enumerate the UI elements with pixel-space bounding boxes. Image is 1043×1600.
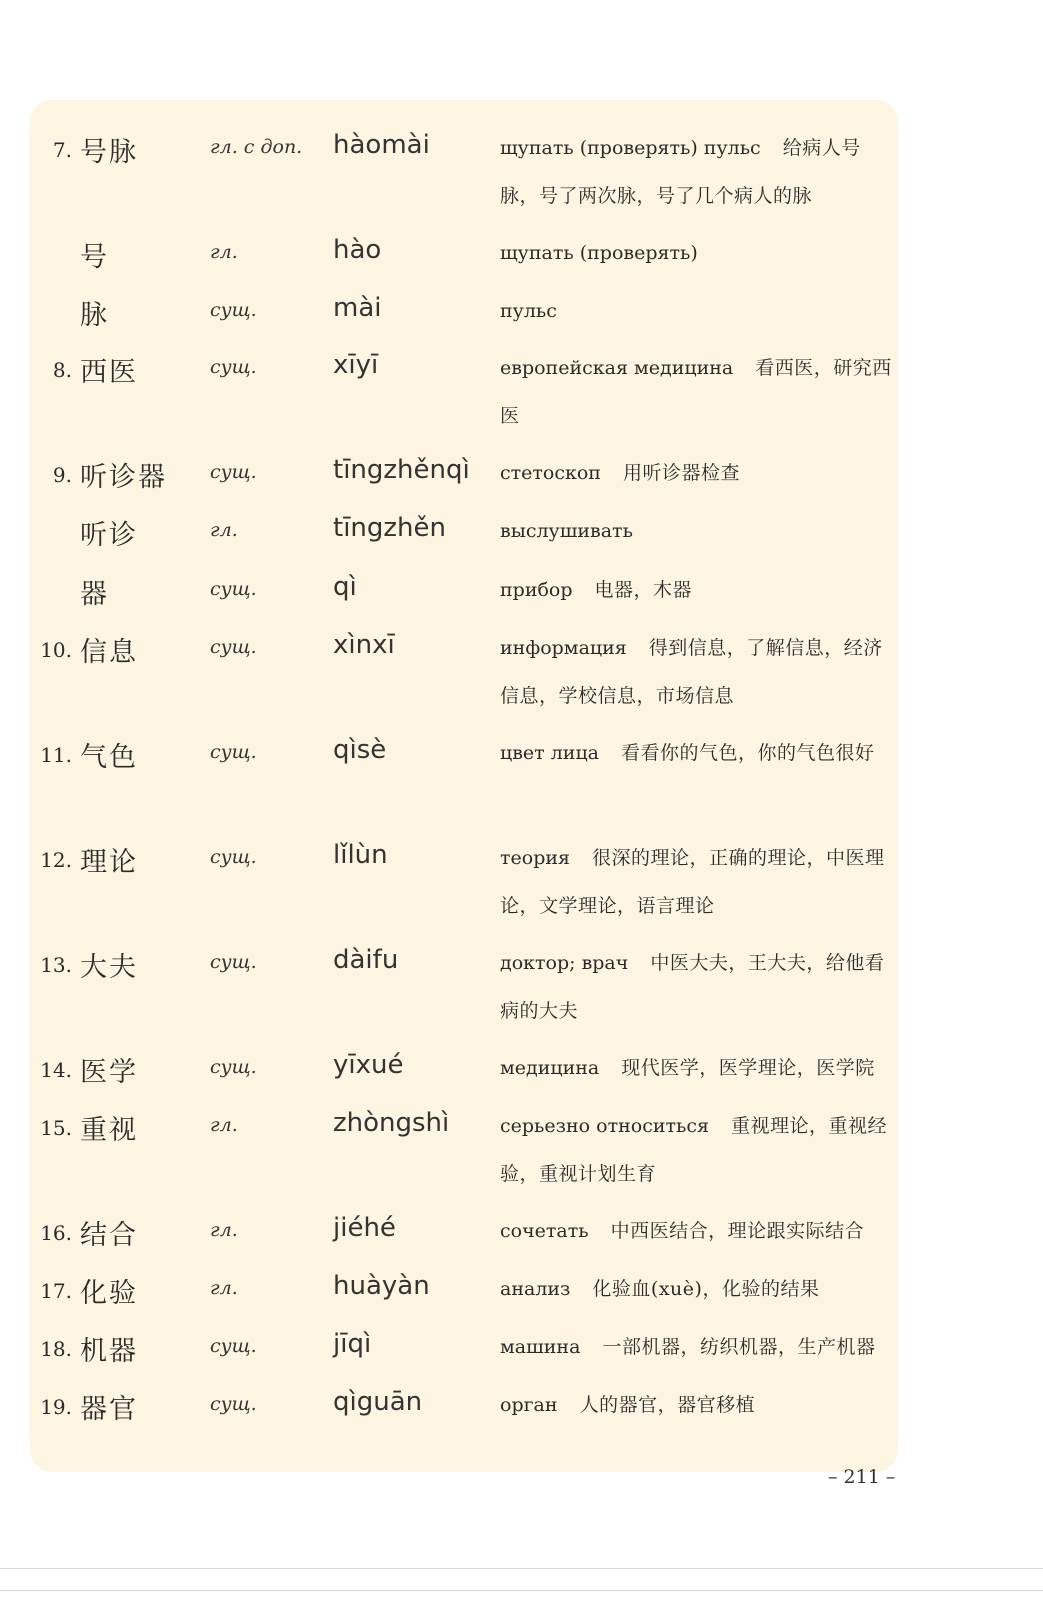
entry-word: 大夫 — [80, 952, 138, 983]
entry-definition — [500, 624, 895, 720]
entry-word: 机器 — [80, 1336, 138, 1367]
entry-examples: 很深的理论，正确的理论，中医理论，文学理论，语言理论 — [500, 847, 885, 917]
entry-pos: гл. — [210, 1114, 238, 1136]
entry-pinyin: xìnxī — [333, 630, 395, 660]
entry-word: 医学 — [80, 1057, 138, 1088]
entry-number: 9. — [52, 463, 72, 487]
entry-definition — [500, 229, 895, 277]
entry-pinyin: jiéhé — [333, 1213, 396, 1243]
entry-translation: доктор; врач — [500, 952, 629, 974]
entry-word: 脉 — [80, 300, 109, 331]
entry-translation: серьезно относиться — [500, 1115, 709, 1137]
entry-pos: сущ. — [210, 741, 257, 763]
entry-translation: стетоскоп — [500, 462, 601, 484]
entry-word: 器 — [80, 579, 109, 610]
entry-translation: цвет лица — [500, 742, 599, 764]
scan-edge-line — [0, 1568, 1043, 1569]
entry-word: 气色 — [80, 742, 138, 773]
entry-number: 12. — [40, 848, 72, 872]
entry-number: 8. — [52, 358, 72, 382]
entry-pos: гл. — [210, 1219, 238, 1241]
entry-definition — [500, 1381, 895, 1429]
entry-word: 号 — [80, 242, 109, 273]
entry-pinyin: qìguān — [333, 1387, 423, 1417]
entry-definition — [500, 1207, 895, 1255]
entry-examples: 看看你的气色，你的气色很好 — [621, 742, 875, 764]
entry-pinyin: mài — [333, 293, 382, 323]
entry-word: 号脉 — [80, 137, 138, 168]
entry-pos: гл. — [210, 241, 238, 263]
entry-number: 15. — [40, 1116, 72, 1140]
entry-word: 信息 — [80, 637, 138, 668]
entry-number: 19. — [40, 1395, 72, 1419]
entry-pinyin: tīngzhěn — [333, 513, 447, 543]
entry-pinyin: xīyī — [333, 350, 379, 380]
page-number: – 211 – — [828, 1466, 896, 1488]
entry-translation: щупать (проверять) пульс — [500, 137, 761, 159]
entry-pinyin: huàyàn — [333, 1271, 430, 1301]
entry-translation: щупать (проверять) — [500, 242, 698, 264]
entry-number: 10. — [40, 638, 72, 662]
entry-examples: 化验血(xuè)，化验的结果 — [592, 1278, 820, 1300]
entry-definition — [500, 1265, 895, 1313]
entry-word: 听诊 — [80, 520, 138, 551]
entry-examples: 电器，木器 — [594, 579, 693, 601]
entry-pinyin: qì — [333, 572, 357, 602]
entry-pos: сущ. — [210, 299, 257, 321]
entry-definition — [500, 344, 895, 440]
entry-translation: информация — [500, 637, 627, 659]
entry-examples: 用听诊器检查 — [622, 462, 740, 484]
entry-pos: гл. — [210, 1277, 238, 1299]
entry-word: 重视 — [80, 1115, 138, 1146]
entry-word: 听诊器 — [80, 462, 167, 493]
entry-definition — [500, 1323, 895, 1371]
entry-number: 14. — [40, 1058, 72, 1082]
entry-examples: 中医大夫，王大夫，给他看病的大夫 — [500, 952, 885, 1022]
entry-number: 11. — [40, 743, 72, 767]
scan-edge-line — [0, 1590, 1043, 1591]
entry-pos: сущ. — [210, 1393, 257, 1415]
entry-examples: 给病人号脉，号了两次脉，号了几个病人的脉 — [500, 137, 861, 207]
entry-examples: 人的器官，器官移植 — [579, 1394, 756, 1416]
entry-pos: сущ. — [210, 461, 257, 483]
entry-definition — [500, 507, 895, 555]
entry-definition — [500, 449, 895, 497]
entry-word: 器官 — [80, 1394, 138, 1425]
entry-translation: пульс — [500, 300, 557, 322]
entry-pinyin: hào — [333, 235, 382, 265]
entry-pinyin: jīqì — [333, 1329, 372, 1359]
entry-number: 18. — [40, 1337, 72, 1361]
entry-translation: прибор — [500, 579, 573, 601]
entry-translation: европейская медицина — [500, 357, 734, 379]
entry-pinyin: lǐlùn — [333, 840, 388, 870]
entry-pos: сущ. — [210, 951, 257, 973]
entry-word: 西医 — [80, 357, 138, 388]
entry-pinyin: hàomài — [333, 130, 430, 160]
entry-examples: 中西医结合，理论跟实际结合 — [610, 1220, 865, 1242]
entry-definition — [500, 1102, 895, 1198]
entry-examples: 重视理论，重视经验，重视计划生育 — [500, 1115, 887, 1185]
entry-definition — [500, 566, 895, 614]
entry-pos: сущ. — [210, 1056, 257, 1078]
entry-definition — [500, 287, 895, 335]
entry-pinyin: yīxué — [333, 1050, 404, 1080]
entry-definition — [500, 729, 895, 777]
entry-number: 13. — [40, 953, 72, 977]
entry-definition — [500, 124, 895, 220]
entry-pinyin: tīngzhěnqì — [333, 455, 470, 485]
entry-pinyin: dàifu — [333, 945, 399, 975]
entry-number: 17. — [40, 1279, 72, 1303]
entry-pinyin: qìsè — [333, 735, 387, 765]
entry-pos: сущ. — [210, 578, 257, 600]
entry-examples: 得到信息，了解信息，经济信息，学校信息，市场信息 — [500, 637, 883, 707]
entry-pos: сущ. — [210, 846, 257, 868]
entry-translation: орган — [500, 1394, 558, 1416]
entry-translation: анализ — [500, 1278, 571, 1300]
entry-definition — [500, 1044, 895, 1092]
entry-number: 7. — [52, 138, 72, 162]
entry-examples: 现代医学，医学理论，医学院 — [621, 1057, 875, 1079]
entry-pos: гл. — [210, 519, 238, 541]
entry-definition — [500, 834, 895, 930]
entry-translation: сочетать — [500, 1220, 589, 1242]
entry-translation: машина — [500, 1336, 581, 1358]
entry-translation: выслушивать — [500, 520, 633, 542]
entry-word: 化验 — [80, 1278, 138, 1309]
entry-word: 理论 — [80, 847, 138, 878]
entry-pos: сущ. — [210, 356, 257, 378]
entry-examples: 看西医，研究西医 — [500, 357, 892, 427]
entry-pinyin: zhòngshì — [333, 1108, 450, 1138]
entry-pos: сущ. — [210, 636, 257, 658]
entry-word: 结合 — [80, 1220, 138, 1251]
entry-pos: гл. с доп. — [210, 136, 303, 158]
entry-translation: медицина — [500, 1057, 600, 1079]
entry-translation: теория — [500, 847, 571, 869]
entry-examples: 一部机器，纺织机器，生产机器 — [602, 1336, 876, 1358]
entry-number: 16. — [40, 1221, 72, 1245]
entry-pos: сущ. — [210, 1335, 257, 1357]
entry-definition — [500, 939, 895, 1035]
